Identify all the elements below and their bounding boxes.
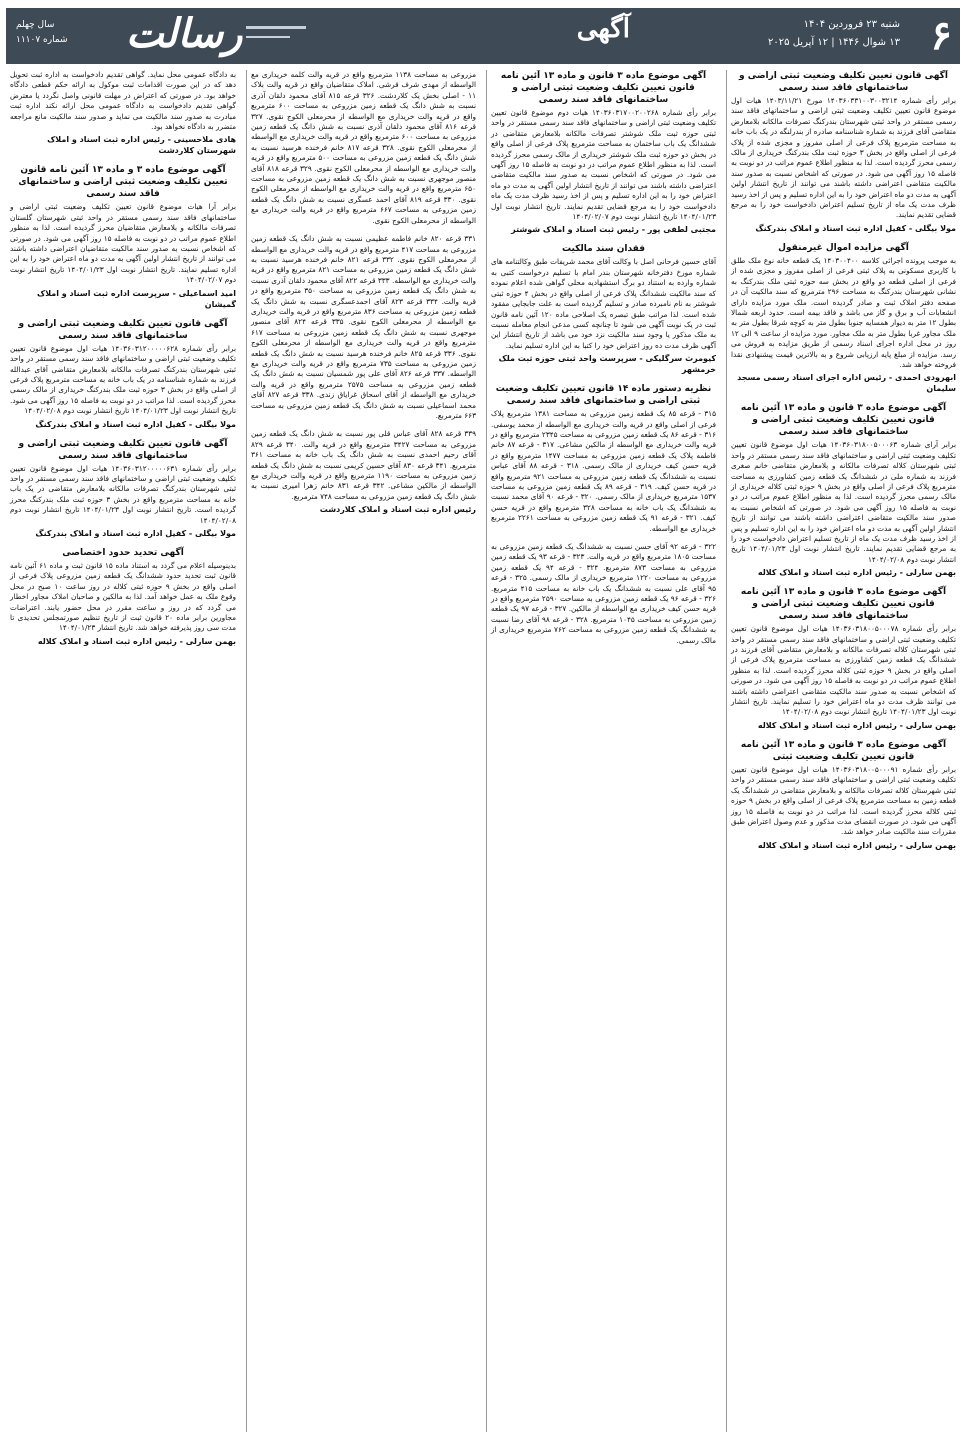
ad-block: [491, 243, 716, 375]
ad-signature: مولا بیگلی - کفیل اداره ثبت اسناد و املاک بندرکنگ: [35, 419, 236, 429]
section-title: آگهی: [576, 14, 630, 44]
page-number: ۶: [930, 12, 952, 59]
ad-title: آگهی موضوع ماده ۳ قانون و ماده ۱۳ آئین نامه قانون تعیین تکلیف وضعیت ثبتی اراضی و ساختمانهای فاقد سند رسمی: [500, 71, 707, 105]
ad-body: ۳۱۵ - قرعه ۸۵ یک قطعه زمین مزروعی به مساحت ۱۳۸۱ مترمربع پلاک فرعی از اصلی واقع در قریه والت خریداری مع الواسطه از محمد یوسفی. ۳۱۶ - قرعه ۸۶ یک قطعه زمین مزروعی به مساحت ۲۳۴۵ مترمربع واقع در قریه والت خریداری مع الواسطه از مالکین مشاعی. ۳۱۷ - قرعه ۸۷ خانم فاطمه پلاک یک قطعه زمین مزروعی به مساحت ۱۴۷۷ مترمربع واقع در قریه حسن کیف خریداری از مالک رسمی. ۳۱۸ - قرعه ۸۸ آقای عباس نسبت به ششدانگ یک قطعه زمین مزروعی به مساحت ۹۲۱ مترمربع واقع در قریه حسن کیف. ۳۱۹ - قرعه ۸۹ یک قطعه زمین مزروعی به مساحت ۱۵۳۷ مترمربع خریداری از مالک رسمی. ۳۲۰ - قرعه ۹۰ آقای محمد نسبت به ششدانگ یک باب خانه به مساحت ۳۲۸ مترمربع واقع در قریه حسن کیف. ۳۲۱ - قرعه ۹۱ یک قطعه زمین مزروعی به مساحت ۲۲۶۱ مترمربع خریداری مع الواسطه.: [491, 409, 717, 533]
newspaper-logo: رسالت: [126, 10, 243, 57]
ad-body: ۳۲۲ - قرعه ۹۲ آقای حسن نسبت به ششدانگ یک قطعه زمین مزروعی به مساحت ۱۸۰۵ مترمربع واقع در قریه والت. ۳۲۳ - قرعه ۹۳ یک قطعه زمین مزروعی به مساحت ۸۷۳ مترمربع. ۳۲۴ - قرعه ۹۴ یک قطعه زمین مزروعی به مساحت ۱۲۲۰ مترمربع خریداری از مالک رسمی. ۳۲۵ - قرعه ۹۵ آقای علی نسبت به ششدانگ یک باب خانه به مساحت ۴۱۵ مترمربع. ۳۲۶ - قرعه ۹۶ یک قطعه زمین مزروعی به مساحت ۲۵۹۰ مترمربع واقع در قریه حسن کیف خریداری مع الواسطه از مالکین. ۳۲۷ - قرعه ۹۷ یک قطعه زمین مزروعی به مساحت ۱۰۴۵ مترمربع. ۳۲۸ - قرعه ۹۸ آقای رضا نسبت به ششدانگ یک قطعه زمین مزروعی به مساحت ۷۶۲ مترمربع خریداری از مالک رسمی.: [491, 542, 717, 645]
ad-title: آگهی موضوع ماده ۳ و ماده ۱۳ آئین نامه قانون تعیین تکلیف وضعیت ثبتی اراضی و ساختمانهای فاقد سند رسمی: [18, 165, 228, 200]
ad-signature: مولا بیگلی - کفیل اداره ثبت اسناد و املاک بندرکنگ: [755, 223, 956, 233]
ad-body: ۳۳۱ قرعه ۸۲۰ خانم فاطمه عظیمی نسبت به شش دانگ یک قطعه زمین مزروعی به مساحت ۴۱۷ مترمربع واقع در قریه والت خریداری مع الواسطه از محرمعلی الکوج نقوی. ۳۳۲ قرعه ۸۲۱ خانم فرخنده هرسید نسبت به شش دانگ یک قطعه زمین مزروعی به مساحت ۸۲۱ مترمربع واقع در قریه والت خریداری مع الواسطه. ۳۳۳ قرعه ۸۲۲ آقای محمود دلقان آذری نسبت به شش دانگ یک قطعه زمین مزروعی به مساحت ۳۵۰ مترمربع واقع در قریه والت. ۳۳۴ قرعه ۸۲۳ آقای احمدعسگری نسبت به شش دانگ یک قطعه زمین مزروعی به مساحت ۸۳۶ مترمربع واقع در قریه والت خریداری مع الواسطه از محرمعلی الکوج نقوی. ۳۳۵ قرعه ۸۲۴ آقای منصور موجهری نسبت به شش دانگ یک قطعه زمین مزروعی به مساحت ۶۱۷ مترمربع واقع در قریه والت خریداری مع الواسطه از محرمعلی الکوج نقوی. ۳۳۶ قرعه ۸۲۵ خانم فرخنده هرسید نسبت به شش دانگ یک قطعه زمین مزروعی به مساحت ۷۳۵ مترمربع واقع در قریه والت خریداری مع الواسطه. ۳۳۷ قرعه ۸۲۶ آقای علی پور شمسیان نسبت به شش دانگ یک قطعه زمین مزروعی به مساحت ۲۵۷۵ مترمربع واقع در قریه والت خریداری مع الواسطه از آقای اسحاق غرایاق زندی. ۳۳۸ قرعه ۸۲۷ آقای محمد اسماعیلی نسبت به شش دانگ یک قطعه زمین مزروعی به مساحت ۶۶۳ مترمربع.: [251, 234, 477, 420]
ad-body: به موجب پرونده اجرائی کلاسه ۱۴۰۳۰۰۴۰۰ یک قطعه خانه نوع ملک طلق با کاربری مسکونی به پلاک ثبتی فرعی از اصلی مفروز و مجزی شده از فرعی از اصلی قطعه دو واقع در بخش سه حوزه ثبتی ملک بندرکنگ به نشانی شهرستان بندرکنگ به مساحت ۲۹۶ مترمربع که سند مالکیت آن در صفحه دفتر املاک ثبت و صادر گردیده است. ملک مورد مزایده دارای انشعابات آب و برق و گاز می باشد و فاقد بیمه است. حدود اربعه شمالا بطول ۱۲ متر به دیوار همسایه جنوبا بطول متر به کوچه شرقا بطول متر به ملک مجاور غربا بطول متر به ملک مجاور. مورد مزایده از ساعت ۹ الی ۱۲ روز در محل اداره اجرای اسناد رسمی از طریق مزایده به فروش می رسد. مزایده از مبلغ پایه ارزیابی شروع و به بالاترین قیمت پیشنهادی نقدا فروخته خواهد شد.: [731, 255, 957, 369]
ad-block: [731, 586, 956, 731]
ad-body: به دادگاه عمومی محل نماید. گواهی تقدیم دادخواست به اداره ثبت تحویل دهد که در این صورت اقدامات ثبت موکول به ارائه حکم قطعی دادگاه خواهد بود. در صورتی که اعتراض در مهلت قانونی واصل نگردد یا معترض گواهی تقدیم دادخواست به دادگاه عمومی محل ارائه نکند اداره ثبت مبادرت به صدور سند مالکیت می نماید و صدور سند مالکیت مانع مراجعه متضرر به دادگاه نخواهد بود.: [10, 70, 236, 132]
ad-body: برابر رأی شماره ۱۴۰۳۶۰۳۱۲۰۰۰۰۰۶۲۸ هیات اول موضوع قانون تعیین تکلیف وضعیت ثبتی اراضی و ساختمانهای فاقد سند رسمی مستقر در واحد ثبتی شهرستان بندرکنگ تصرفات مالکانه بلامعارض متقاضی آقای عبدالله فرزند به شماره شناسنامه در یک باب خانه به مساحت مترمربع پلاک فرعی از اصلی واقع در بخش ۳ حوزه ثبت ملک بندرکنگ خریداری از مالک رسمی محرز گردیده است. لذا مراتب در دو نوبت به فاصله ۱۵ روز آگهی می شود. تاریخ انتشار نوبت اول ۱۴۰۴/۰۱/۲۳ تاریخ انتشار نوبت دوم ۱۴۰۴/۰۲/۰۸: [10, 343, 237, 416]
ad-body: برابر رأی شماره ۱۴۰۳۶۰۳۱۸۰۰۵۰۰۰۷۸ هیات اول موضوع قانون تعیین تکلیف وضعیت ثبتی اراضی و ساختمانهای فاقد سند رسمی مستقر در واحد ثبتی شهرستان کلاله تصرفات مالکانه و بلامعارض متقاضی آقای فرزند در ششدانگ یک قطعه زمین کشاورزی به مساحت مترمربع پلاک فرعی از اصلی واقع در بخش ۹ حوزه ثبتی کلاله محرز گردیده است. لذا به منظور اطلاع عموم مراتب در دو نوبت به فاصله ۱۵ روز آگهی می شود. در صورتی که اشخاص نسبت به صدور سند مالکیت متقاضی اعتراضی داشته باشند می توانند ظرف مدت دو ماه اعتراض خود را تسلیم نمایند. تاریخ انتشار نوبت اول ۱۴۰۴/۰۱/۲۳ تاریخ انتشار نوبت دوم ۱۴۰۴/۰۲/۰۸: [731, 624, 956, 717]
ad-title: آگهی قانون تعیین تکلیف وضعیت ثبتی اراضی و ساختمانهای فاقد سند رسمی: [18, 438, 228, 461]
ad-body: مزروعی به مساحت ۱۱۳۸ مترمربع واقع در قریه والت کلمه خریداری مع الواسطه از مهدی شرف قرشی. املاک متقاضیان واقع در قریه والت بلاک ۱۱ - اصلی بخش یک کلاردشت. ۳۲۶ قرعه ۸۱۵ آقای محمود دلقان آذری نسبت به شش دانگ یک قطعه زمین مزروعی به مساحت ۶۰۰ مترمربع واقع در قریه والت خریداری مع الواسطه از محرمعلی الکوج نقوی. ۳۲۷ قرعه ۸۱۶ آقای محمود دلقان آذری نسبت به شش دانگ یک قطعه زمین مزروعی به مساحت ۶۰۰ مترمربع واقع در قریه والت خریداری مع الواسطه از محرمعلی الکوج نقوی. ۳۲۸ قرعه ۸۱۷ خانم فرخنده هرسید نسبت به شش دانگ یک قطعه زمین مزروعی به مساحت ۵۰۰ مترمربع واقع در قریه والت خریداری مع الواسطه از محرمعلی الکوج نقوی. ۳۲۹ قرعه ۸۱۸ آقای منصور موجهری نسبت به شش دانگ یک قطعه زمین مزروعی به مساحت ۶۵۰ مترمربع واقع در قریه والت خریداری مع الواسطه از محرمعلی الکوج نقوی. ۳۳۰ قرعه ۸۱۹ آقای احمد عسگری نسبت به شش دانگ یک قطعه زمین مزروعی به مساحت ۶۶۷ مترمربع واقع در قریه والت خریداری مع الواسطه از محرمعلی الکوج نقوی.: [251, 70, 477, 225]
ad-block: [251, 234, 476, 421]
ad-block: [10, 164, 236, 309]
ad-title: آگهی قانون تعیین تکلیف وضعیت ثبتی اراضی و ساختمانهای فاقد سند رسمی: [18, 318, 228, 341]
logo-decoration: [246, 36, 290, 38]
ad-title: آگهی مزایده اموال غیرمنقول: [778, 242, 909, 253]
date-persian: شنبه ۲۳ فروردین ۱۴۰۴: [803, 19, 900, 30]
ad-title: فقدان سند مالکیت: [561, 244, 646, 255]
ad-columns: [6, 70, 960, 1432]
ad-title: آگهی تحدید حدود اختصاصی: [62, 547, 184, 558]
ad-signature: بهمن سارلی - رئیس اداره ثبت اسناد و املاک کلاله: [757, 840, 956, 850]
ad-block: [491, 383, 716, 534]
ad-signature: بهمن سارلی - رئیس اداره ثبت اسناد و املاک کلاله: [757, 568, 956, 578]
ad-title: نظریه دستور ماده ۱۴ قانون تعیین تکلیف وضعیت ثبتی اراضی و ساختمانهای فاقد سند رسمی: [495, 384, 712, 407]
ad-body: ۳۳۹ قرعه ۸۲۸ آقای عباس قلی پور نسبت به شش دانگ یک قطعه زمین مزروعی به مساحت ۳۴۲۷ مترمربع واقع در قریه والت. ۳۴۰ قرعه ۸۲۹ آقای رحیم احمدی نسبت به شش دانگ یک باب خانه به مساحت ۳۶۱ مترمربع. ۳۴۱ قرعه ۸۳۰ آقای حسین کریمی نسبت به شش دانگ یک قطعه زمین مزروعی به مساحت ۱۱۹۰ مترمربع واقع در قریه والت خریداری مع الواسطه از مالکین مشاعی. ۳۴۲ قرعه ۸۳۱ خانم زهرا امیری نسبت به شش دانگ یک قطعه زمین مزروعی به مساحت ۷۴۸ مترمربع.: [251, 429, 476, 501]
ad-signature: هادی ملاحسینی - رئیس اداره ثبت اسناد و املاک شهرستان کلاردشت: [47, 135, 236, 156]
ad-body: برابر رأی شماره ۱۴۰۳۶۰۳۱۷۰۰۲۰۰۲۶۸ هیات دوم موضوع قانون تعیین تکلیف وضعیت ثبتی اراضی و ساختمانهای فاقد سند رسمی مستقر در واحد ثبتی حوزه ثبت ملک شوشتر تصرفات مالکانه بلامعارض متقاضی در ششدانگ یک باب ساختمان به مساحت مترمربع پلاک فرعی از اصلی واقع در بخش دو حوزه ثبت ملک شوشتر خریداری از مالک رسمی محرز گردیده است. لذا به منظور اطلاع عموم مراتب در دو نوبت به فاصله ۱۵ روز آگهی می شود. در صورتی که اشخاص نسبت به صدور سند مالکیت متقاضی اعتراضی داشته باشند می توانند از تاریخ انتشار اولین آگهی به مدت دو ماه اعتراض خود را به این اداره تسلیم و پس از اخذ رسید ظرف مدت یک ماه دادخواست خود را به مرجع قضایی تقدیم نمایند. تاریخ انتشار نوبت اول ۱۴۰۴/۰۱/۲۳ تاریخ انتشار نوبت دوم ۱۴۰۴/۰۲/۰۷: [491, 108, 716, 222]
ad-column: [486, 70, 720, 1432]
ad-body: برابر آرا هیات موضوع قانون تعیین تکلیف وضعیت ثبتی اراضی و ساختمانهای فاقد سند رسمی مستقر در واحد ثبتی شهرستان گلستان تصرفات مالکانه و بلامعارض متقاضیان محرز گردیده است. لذا به منظور اطلاع عموم مراتب در دو نوبت به فاصله ۱۵ روز آگهی می شود. در صورتی که اشخاص نسبت به صدور سند مالکیت متقاضیان اعتراضی داشته باشند می توانند از تاریخ انتشار اولین آگهی به مدت دو ماه اعتراض خود را به این اداره تسلیم نمایند. تاریخ انتشار نوبت اول ۱۴۰۴/۰۱/۲۳ تاریخ انتشار نوبت دوم ۱۴۰۴/۰۲/۰۷: [10, 202, 236, 285]
ad-block: [731, 402, 956, 578]
ad-block: [10, 318, 236, 430]
ad-block: [731, 242, 956, 394]
ad-block: [731, 70, 956, 234]
ad-signature: امید اسماعیلی - سرپرست اداره ثبت اسناد و املاک گمیشان: [37, 288, 236, 309]
ad-title: آگهی موضوع ماده ۳ قانون و ماده ۱۳ آئین نامه قانون تعیین تکلیف وضعیت ثبتی اراضی و ساختمانهای فاقد سند رسمی: [740, 587, 947, 622]
ad-signature: بهمن سارلی - رئیس اداره ثبت اسناد و املاک کلاله: [757, 720, 956, 730]
ad-title: آگهی موضوع ماده ۳ قانون و ماده ۱۳ آئین نامه قانون تعیین تکلیف وضعیت ثبتی اراضی و ساختمانهای فاقد سند رسمی: [740, 403, 947, 438]
ad-title: آگهی موضوع ماده ۳ قانون و ماده ۱۳ آئین نامه قانون تعیین تکلیف وضعیت ثبتی: [740, 739, 947, 762]
ad-block: [10, 70, 236, 156]
ad-body: برابر آرای شماره ۱۴۰۳۶۰۳۱۸۰۰۵۰۰۰۶۳ هیات اول موضوع قانون تعیین تکلیف وضعیت ثبتی اراضی و ساختمانهای فاقد سند رسمی مستقر در واحد ثبتی شهرستان کلاله تصرفات مالکانه و بلامعارض متقاضی خانم صغری فرزند به شماره ملی در ششدانگ یک قطعه زمین کشاورزی به مساحت مترمربع پلاک فرعی از اصلی واقع در بخش ۹ حوزه ثبتی کلاله خریداری از مالک رسمی محرز گردیده است. لذا به منظور اطلاع عموم مراتب در دو نوبت به فاصله ۱۵ روز آگهی می شود. در صورتی که اشخاص نسبت به صدور سند مالکیت متقاضی اعتراضی داشته باشند می توانند از تاریخ انتشار اولین آگهی به مدت دو ماه اعتراض خود را به این اداره تسلیم و پس از اخذ رسید ظرف مدت یک ماه از تاریخ تسلیم اعتراض دادخواست خود را به مرجع قضایی تقدیم نمایند. تاریخ انتشار نوبت اول ۱۴۰۴/۰۱/۲۳ تاریخ انتشار نوبت دوم ۱۴۰۴/۰۲/۰۸: [731, 440, 957, 564]
ad-body: برابر رأی شماره ۱۴۰۳۶۰۳۳۱۰۰۳۰۰۳۲۱۴ مورخ ۱۴۰۳/۱۱/۲۱ هیات اول موضوع قانون تعیین تکلیف وضعیت ثبتی اراضی و ساختمانهای فاقد سند رسمی مستقر در واحد ثبتی شهرستان بندرکنگ تصرفات مالکانه بلامعارض متقاضی آقای فرزند به شماره شناسنامه صادره از بندرلنگه در یک باب خانه به مساحت مترمربع پلاک فرعی از اصلی مفروز و مجزی شده از پلاک فرعی از اصلی واقع در بخش ۳ حوزه ثبت ملک بندرکنگ خریداری از مالک رسمی محرز گردیده است. لذا به منظور اطلاع عموم مراتب در دو نوبت به فاصله ۱۵ روز آگهی می شود. در صورتی که اشخاص نسبت به صدور سند مالکیت متقاضی اعتراضی داشته باشند می توانند از تاریخ انتشار اولین آگهی به مدت دو ماه اعتراض خود را به این اداره تسلیم و پس از اخذ رسید ظرف مدت یک ماه از تاریخ تسلیم اعتراض دادخواست خود را به مرجع قضایی تقدیم نمایند.: [731, 96, 957, 220]
ad-block: [251, 70, 476, 226]
ad-block: [10, 547, 236, 647]
ad-title: آگهی قانون تعیین تکلیف وضعیت ثبتی اراضی و ساختمانهای فاقد سند رسمی: [738, 71, 948, 93]
ad-body: برابر رأی شماره ۱۴۰۳۶۰۳۱۲۰۰۰۰۰۶۳۱ هیات اول موضوع قانون تعیین تکلیف وضعیت ثبتی اراضی و ساختمانهای فاقد سند رسمی مستقر در واحد ثبتی شهرستان بندرکنگ تصرفات مالکانه بلامعارض متقاضی در یک باب خانه به مساحت مترمربع واقع در بخش ۳ حوزه ثبت ملک بندرکنگ محرز گردیده است. تاریخ انتشار نوبت اول ۱۴۰۴/۰۱/۲۳ تاریخ انتشار نوبت دوم ۱۴۰۴/۰۲/۰۸: [10, 463, 236, 525]
ad-column: [726, 70, 960, 1432]
ad-signature: مولا بیگلی - کفیل اداره ثبت اسناد و املاک بندرکنگ: [35, 528, 236, 538]
ad-column: [246, 70, 480, 1432]
ad-body: بدینوسیله اعلام می گردد به استناد ماده ۱۵ قانون ثبت و ماده ۶۱ آئین نامه قانون ثبت تحدید حدود ششدانگ یک قطعه زمین مزروعی پلاک فرعی از اصلی واقع در بخش ۹ حوزه ثبتی کلاله در روز ساعت ۱۰ صبح در محل وقوع ملک به عمل خواهد آمد. لذا به مالکین و صاحبان املاک مجاور اخطار می گردد که در روز و ساعت مقرر در محل حضور یابند. اعتراضات مجاورین برابر ماده ۲۰ قانون ثبت از تاریخ تنظیم صورتمجلس تحدیدی تا مدت سی روز پذیرفته خواهد شد. تاریخ انتشار ۱۴۰۴/۰۱/۲۳: [10, 560, 237, 633]
ad-body: آقای حسین فرحانی اصل با وکالت آقای محمد شریفات طبق وکالتنامه های شماره مورخ دفترخانه شهرستان بندر امام با تسلیم درخواست کتبی به شماره وارده به استناد دو برگ استشهادیه محلی گواهی شده اعلام نموده که سند مالکیت ششدانگ پلاک فرعی از اصلی واقع در بخش ۴ حوزه ثبتی شوشتر به نام نامبرده صادر و تسلیم گردیده است به علت جابجایی مفقود شده است. لذا مراتب طبق تبصره یک اصلاحی ماده ۱۲۰ آئین نامه قانون ثبت در یک نوبت آگهی می شود تا چنانچه کسی مدعی انجام معامله نسبت به ملک مذکور یا وجود سند مالکیت نزد خود می باشد از تاریخ انتشار این آگهی ظرف مدت ده روز اعتراض خود را کتبا به این اداره تسلیم نماید.: [491, 257, 716, 350]
date-block: [768, 16, 900, 52]
ad-block: [731, 739, 956, 851]
ad-body: برابر رأی شماره ۱۴۰۳۶۰۳۱۸۰۰۵۰۰۰۹۱ هیات اول موضوع قانون تعیین تکلیف وضعیت ثبتی اراضی و ساختمانهای فاقد سند رسمی مستقر در واحد ثبتی شهرستان کلاله تصرفات مالکانه و بلامعارض متقاضی در ششدانگ یک قطعه زمین به مساحت مترمربع پلاک فرعی از اصلی واقع در بخش ۹ حوزه ثبتی کلاله محرز گردیده است. لذا مراتب در دو نوبت به فاصله ۱۵ روز آگهی می شود. در صورت انقضای مدت مذکور و عدم وصول اعتراض طبق مقررات سند مالکیت صادر خواهد شد.: [731, 764, 956, 837]
ad-signature: مجتبی لطفی پور - رئیس ثبت اسناد و املاک شوشتر: [511, 225, 716, 235]
date-hijri-gregorian: ۱۳ شوال ۱۴۴۶ | ۱۲ آپریل ۲۰۲۵: [768, 37, 900, 48]
ad-signature: رئیس اداره ثبت اسناد و املاک کلاردشت: [319, 505, 476, 515]
logo-decoration: [246, 26, 306, 29]
issue-number: شماره ۱۱۱۰۷: [16, 35, 68, 45]
ad-block: [491, 542, 716, 646]
ad-block: [251, 429, 476, 515]
ad-signature: ابهرودی احمدی - رئیس اداره اجرای اسناد رسمی مسجد سلیمان: [737, 373, 956, 394]
ad-block: [10, 438, 236, 539]
page-header: [6, 8, 960, 64]
ad-column: [6, 70, 240, 1432]
ad-block: [491, 70, 716, 235]
ad-signature: بهمن سارلی - رئیس اداره ثبت اسناد و املاک کلاله: [37, 636, 236, 646]
ad-signature: کیومرث سرگلیکی - سرپرست واحد ثبتی حوزه ثبت ملک خرمشهر: [498, 354, 716, 375]
volume-block: [16, 18, 68, 48]
volume-label: سال چهلم: [16, 20, 55, 30]
